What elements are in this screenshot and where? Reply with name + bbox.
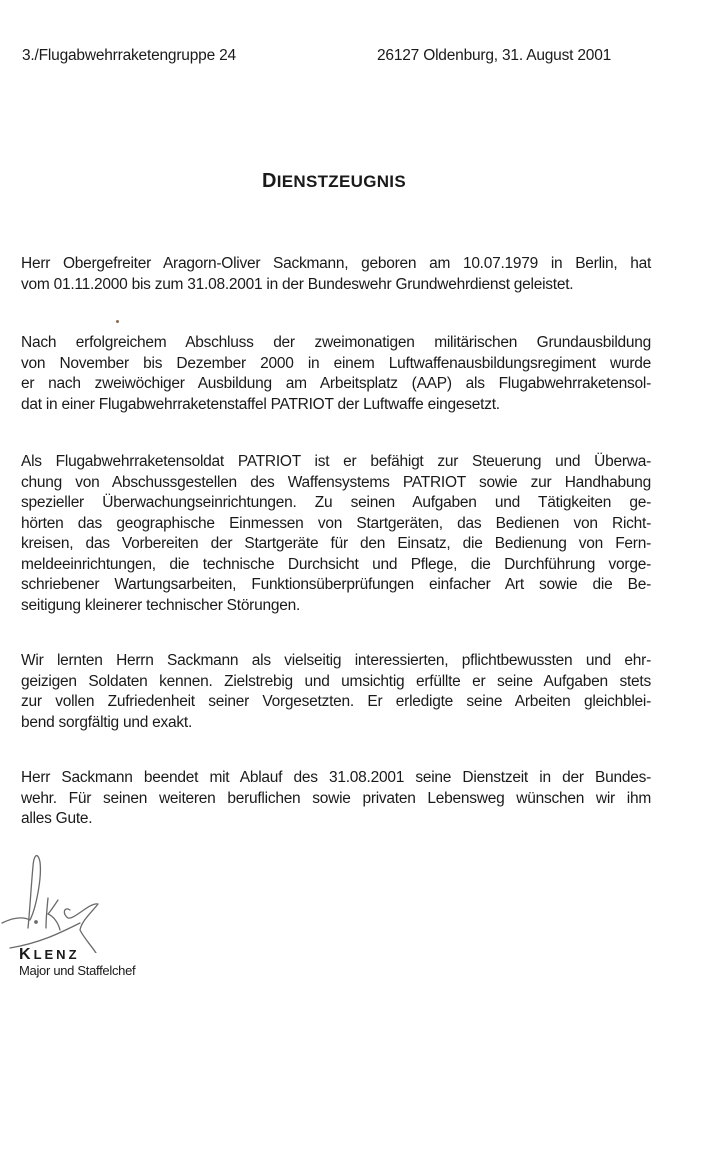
text-line: bend sorgfältig und exakt. xyxy=(21,713,193,731)
text-line: meldeeinrichtungen, die technische Durchsicht und Pflege, die Durchführung vorge- xyxy=(21,555,651,573)
signer-name xyxy=(19,946,80,964)
text-line: er nach zweiwöchiger Ausbildung am Arbeitsplatz (AAP) als Flugabwehrraketensol- xyxy=(21,375,651,392)
text-line: Wir lernten Herrn Sackmann als vielseitig interessierten, pflichtbewussten und ehr- xyxy=(21,652,651,669)
text-line: geizigen Soldaten kennen. Zielstrebig und umsichtig erfüllte er seine Aufgaben stets xyxy=(21,672,651,690)
title-initial: D xyxy=(262,170,277,192)
title-rest: IENSTZEUGNIS xyxy=(276,172,406,191)
text-line: zur vollen Zufriedenheit seiner Vorgesetzten. Er erledigte seine Arbeiten gleichblei- xyxy=(21,693,651,710)
text-line: Nach erfolgreichem Abschluss der zweimonatigen militärischen Grundausbildung xyxy=(21,334,651,351)
text-line: Als Flugabwehrraketensoldat PATRIOT ist er befähigt zur Steuerung und Überwa- xyxy=(21,453,651,470)
paragraph-service-period xyxy=(21,254,651,295)
text-line: vom 01.11.2000 bis zum 31.08.2001 in der Bundeswehr Grundwehrdienst geleistet. xyxy=(21,275,574,293)
text-line: seitigung kleinerer technischer Störungen. xyxy=(21,596,301,614)
text-line: spezieller Überwachungseinrichtungen. Zu seinen Aufgaben und Tätigkeiten ge- xyxy=(21,494,651,511)
text-line: kreisen, das Vorbereiten der Startgeräte für den Einsatz, die Bedienung von Fern- xyxy=(21,535,651,552)
paragraph-closing xyxy=(21,768,651,830)
text-line: Herr Obergefreiter Aragorn-Oliver Sackmann, geboren am 10.07.1979 in Berlin, hat xyxy=(21,255,651,272)
sender-unit: 3./Flugabwehrraketengruppe 24 xyxy=(22,47,236,64)
text-line: hörten das geographische Einmessen von Startgeräten, das Bedienen von Richt- xyxy=(21,514,651,532)
signer-name-initial: K xyxy=(19,946,34,963)
document-title xyxy=(262,170,406,193)
text-line: alles Gute. xyxy=(21,810,93,827)
signer-name-rest: LENZ xyxy=(33,947,80,962)
scan-speck xyxy=(116,320,119,323)
place-and-date: 26127 Oldenburg, 31. August 2001 xyxy=(377,47,612,64)
text-line: dat in einer Flugabwehrraketenstaffel PATRIOT der Luftwaffe eingesetzt. xyxy=(21,395,500,413)
handwritten-signature-icon xyxy=(0,848,110,953)
paragraph-duties xyxy=(21,452,651,616)
text-line: von November bis Dezember 2000 in einem Luftwaffenausbildungsregiment wurde xyxy=(21,354,651,372)
paragraph-training xyxy=(21,333,651,415)
signer-role: Major und Staffelchef xyxy=(19,963,136,978)
text-line: wehr. Für seinen weiteren beruflichen sowie privaten Lebensweg wünschen wir ihm xyxy=(21,789,651,807)
text-line: Herr Sackmann beendet mit Ablauf des 31.08.2001 seine Dienstzeit in der Bundes- xyxy=(21,769,651,786)
paragraph-assessment xyxy=(21,651,651,733)
text-line: schriebener Wartungsarbeiten, Funktionsüberprüfungen einfacher Art sowie die Be- xyxy=(21,576,651,593)
text-line: chung von Abschussgestellen des Waffensystems PATRIOT sowie zur Handhabung xyxy=(21,473,651,491)
